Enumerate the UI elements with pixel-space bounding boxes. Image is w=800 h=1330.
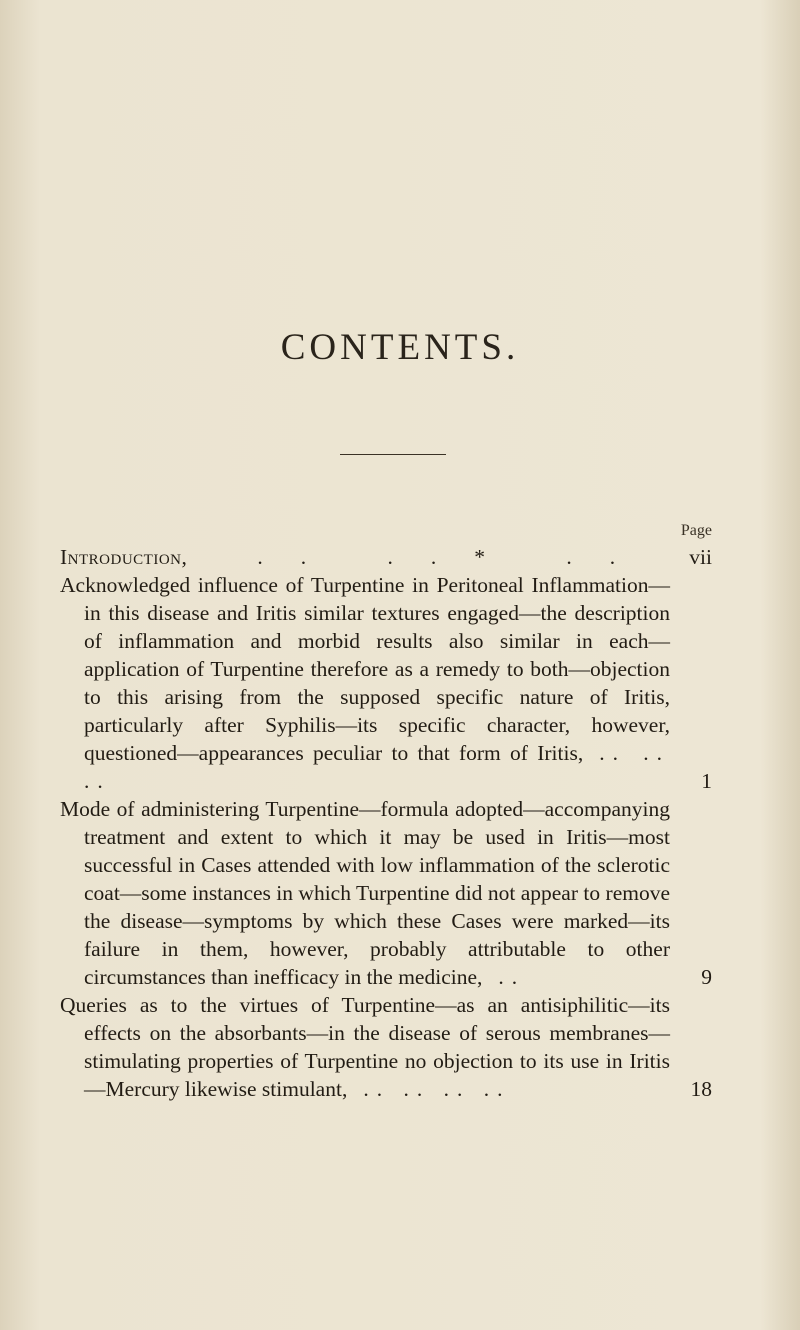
toc-entry-text: Introduction, [60, 545, 188, 569]
toc-entry [60, 991, 712, 1103]
toc-entry-page: 18 [690, 1077, 712, 1101]
toc-entry-leaders: .. ..* .. [257, 545, 654, 569]
page-column-label: Page [680, 522, 712, 539]
toc-entry-page: 9 [701, 965, 712, 989]
toc-entry-text: Mode of administering Turpentine—formula adopted—accompanying treatment and extent to which it may be used in Iritis—most successful in Cases attended with low inflammation of the sclerotic coat—some instances in which Turpentine did not appear to remove the disease—symptoms by which these Cases were marked—its failure in them, however, probably attributable to other circumstances than inefficacy in the medicine, [60, 797, 670, 989]
toc-entry-page: vii [689, 545, 712, 569]
toc-entry [60, 571, 712, 795]
page-title: CONTENTS. [280, 327, 520, 368]
toc-entry-page: 1 [701, 769, 712, 793]
toc-entry-leaders: .. [498, 965, 526, 989]
toc-entry-text: Queries as to the virtues of Turpentine—as an antisiphilitic—its effects on the absorbants—in the disease of serous membranes—stimulating properties of Turpentine no objection to its use in Iritis—Mercury likewise stimulant, [60, 993, 670, 1101]
toc-entry-leaders: .. .. .. [84, 741, 670, 793]
toc-entry-introduction [60, 543, 712, 571]
toc-entry-leaders: .. .. .. .. [363, 1077, 511, 1101]
toc-entry [60, 795, 712, 991]
contents-list [60, 543, 712, 1103]
toc-entry-text: Acknowledged influence of Turpentine in Peritoneal Inflammation—in this disease and Iritis similar textures engaged—the description of inflammation and morbid results also similar in each—application of Turpentine therefore as a remedy to both—objection to this arising from the supposed specific nature of Iritis, particularly after Syphilis—its specific character, however, questioned—appearances peculiar to that form of Iritis, [60, 573, 670, 765]
title-rule [340, 454, 446, 455]
